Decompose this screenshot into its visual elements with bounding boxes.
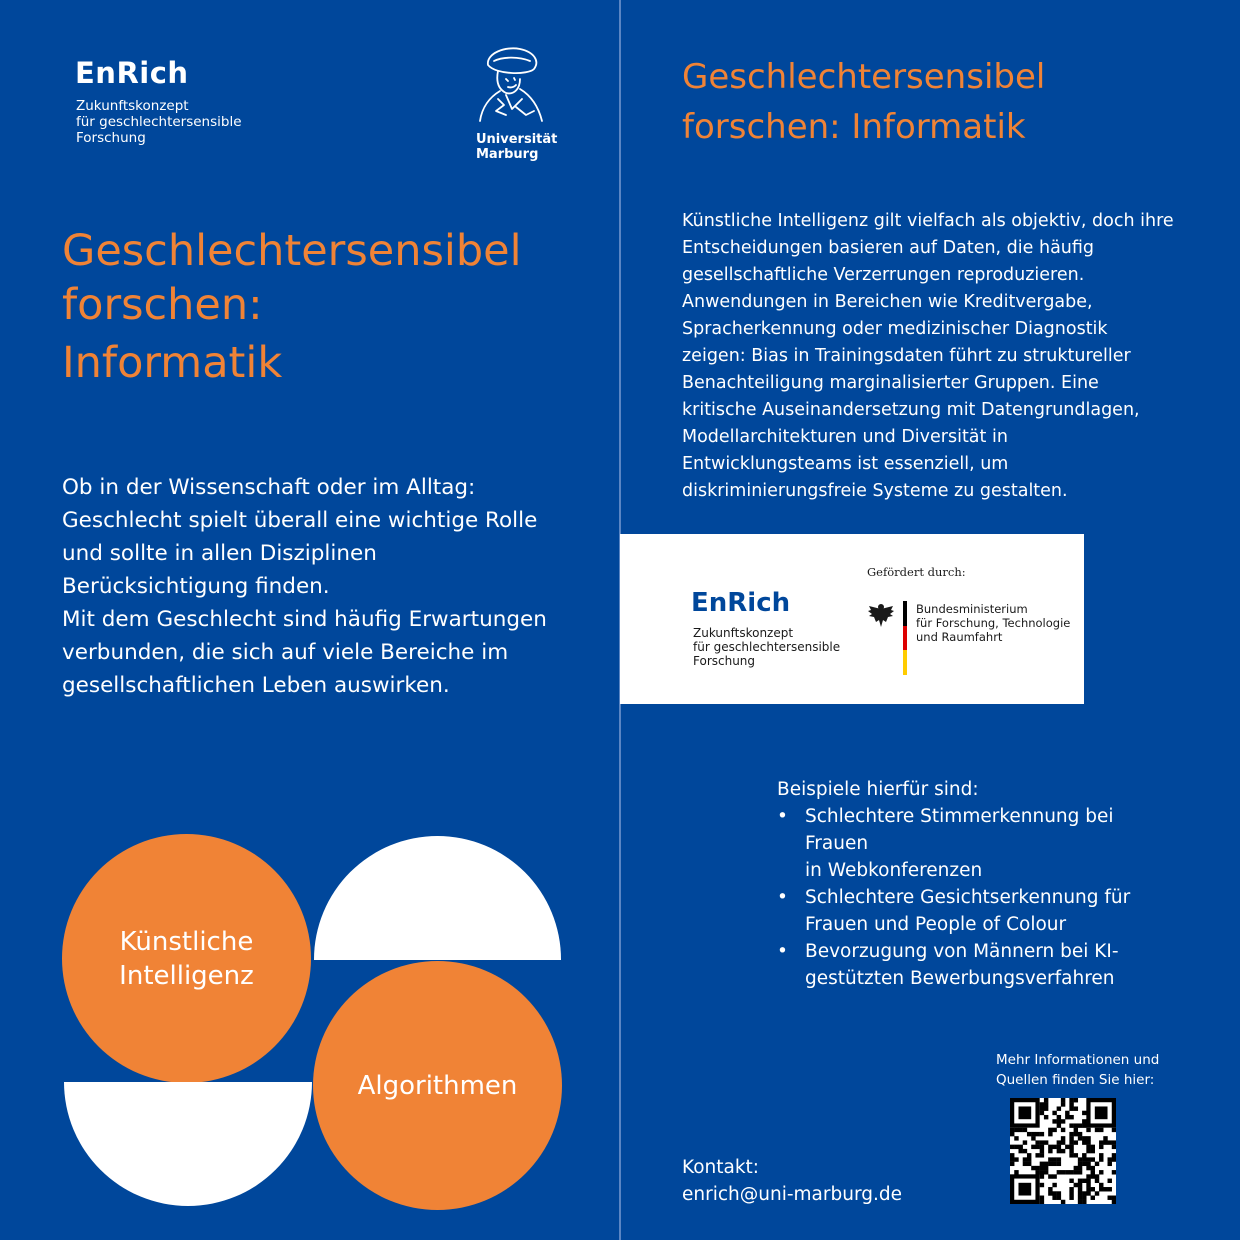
ministry-name: Bundesministerium für Forschung, Technologie und Raumfahrt (916, 602, 1071, 644)
circle-algorithmen: Algorithmen (313, 961, 562, 1210)
contact-label: Kontakt: (682, 1157, 760, 1178)
federal-eagle-icon (866, 600, 896, 630)
university-name: Universität Marburg (476, 132, 558, 162)
contact-email-link[interactable]: enrich@uni-marburg.de (682, 1184, 902, 1205)
university-marburg-logo-icon (476, 45, 546, 125)
enrich-logo-subtitle: Zukunftskonzept für geschlechtersensible Forschung (76, 98, 242, 146)
contact-block (682, 1154, 902, 1208)
sponsor-enrich-subtitle: Zukunftskonzept für geschlechtersensible Forschung (693, 626, 841, 668)
intro-paragraph: Ob in der Wissenschaft oder im Alltag: Geschlecht spielt überall eine wichtige Rolle und sollte in allen Disziplinen Berücksichtigung finden. Mit dem Geschlecht sind häufig Erwartungen verbunden, die sich auf viele Bereiche im gesellschaftlichen Leben auswirken. (62, 475, 547, 698)
white-half-circle-bottom (64, 1082, 312, 1206)
right-title: Geschlechtersensibel forschen: Informatik (682, 57, 1046, 147)
list-item: • Bevorzugung von Männern bei KI- gestützten Bewerbungsverfahren (777, 938, 1177, 992)
white-half-circle-top (314, 836, 561, 960)
enrich-logo-title: EnRich (75, 56, 189, 90)
list-item: • Schlechtere Gesichtserkennung für Frauen und People of Colour (777, 884, 1177, 938)
german-flag-stripe (903, 601, 907, 675)
sponsor-box (620, 534, 1084, 704)
page-title: Geschlechtersensibel forschen: Informatik (62, 226, 522, 388)
sponsor-enrich-title: EnRich (691, 588, 791, 618)
examples-list (777, 776, 1177, 992)
qr-code-icon[interactable] (1010, 1098, 1116, 1204)
list-item: • Schlechtere Stimmerkennung bei Frauen in Webkonferenzen (777, 803, 1177, 884)
ai-paragraph: Künstliche Intelligenz gilt vielfach als objektiv, doch ihre Entscheidungen basieren auf Daten, die häufig gesellschaftliche Verzerrungen reproduzieren. Anwendungen in Bereichen wie Kreditvergabe, Spracherkennung oder medizinischer Diagnostik zeigen: Bias in Trainingsdaten führt zu struktureller Benachteiligung marginalisierter Gruppen. Eine kritische Auseinandersetzung mit Datengrundlagen, Modellarchitekturen und Diversität in Entwicklungsteams ist essenziell, um diskriminierungsfreie Systeme zu gestalten. (682, 211, 1174, 501)
funded-by-label: Gefördert durch: (867, 565, 966, 579)
circle-kuenstliche-intelligenz: Künstliche Intelligenz (62, 834, 311, 1083)
examples-heading: Beispiele hierfür sind: (777, 779, 979, 800)
qr-code-graphic (1010, 1098, 1116, 1204)
more-info-text: Mehr Informationen und Quellen finden Sie hier: (996, 1052, 1160, 1088)
